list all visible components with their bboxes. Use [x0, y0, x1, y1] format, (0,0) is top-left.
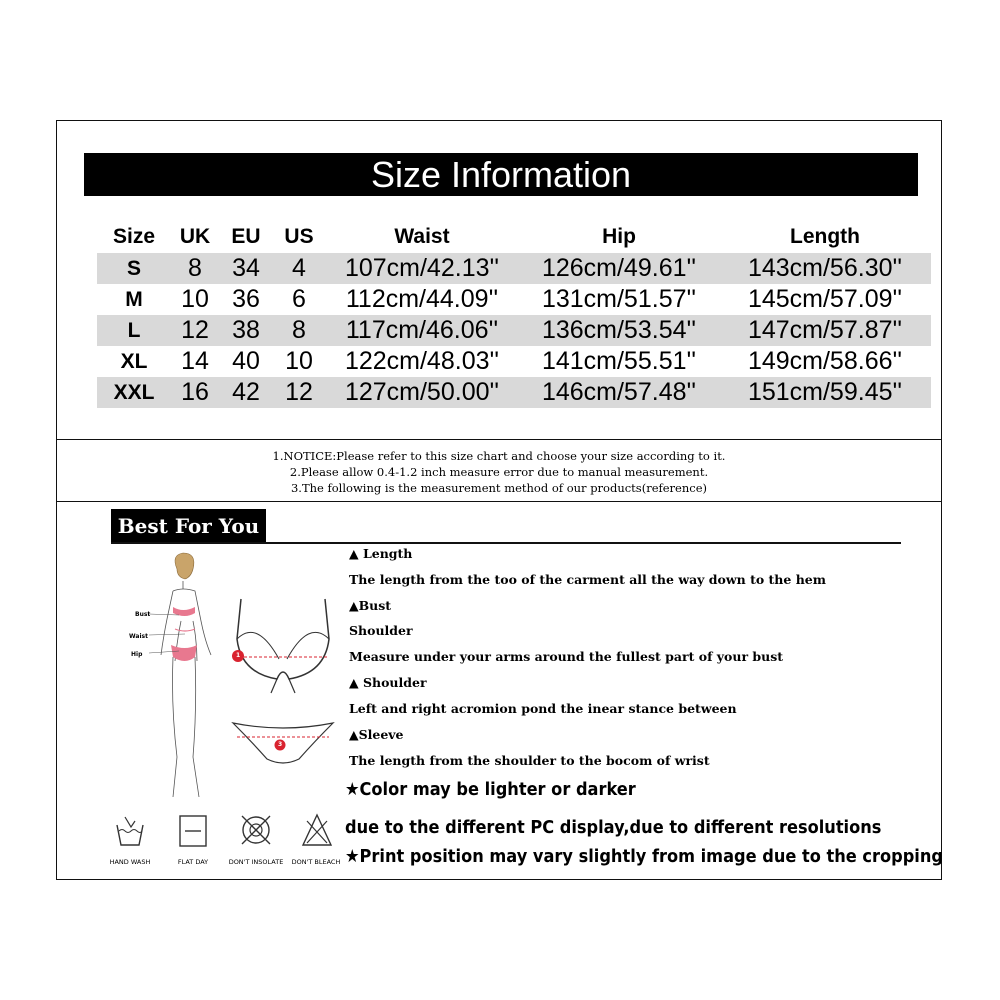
- cell-eu: 38: [219, 315, 273, 346]
- cell-hip: 126cm/49.61'': [519, 253, 719, 284]
- cell-waist: 127cm/50.00'': [325, 377, 519, 408]
- cell-size: L: [97, 315, 171, 346]
- notice-line: 3.The following is the measurement method of our products(reference): [290, 481, 708, 495]
- woman-figure-illustration: [137, 551, 227, 801]
- table-row: [97, 377, 931, 408]
- notice-block: [57, 448, 941, 496]
- heading-underline: [111, 542, 901, 544]
- size-chart-frame: [56, 120, 942, 880]
- sleeve-description: The length from the shoulder to the bocom of wrist: [349, 753, 710, 768]
- cell-uk: 14: [181, 347, 209, 375]
- cell-length: 143cm/56.30'': [719, 253, 931, 284]
- cell-waist: 107cm/42.13'': [325, 253, 519, 284]
- table-row: [97, 346, 931, 377]
- marker-1-label: 1: [236, 652, 241, 659]
- cell-hip: 146cm/57.48'': [519, 377, 719, 408]
- cell-us: 12: [273, 377, 325, 408]
- cell-hip: 136cm/53.54'': [519, 315, 719, 346]
- best-for-you-heading: Best For You: [111, 509, 266, 543]
- care-label: FLAT DAY: [177, 858, 209, 866]
- shoulder-description: Left and right acromion pond the inear stance between: [349, 701, 737, 716]
- shoulder-subheading: Shoulder: [349, 623, 413, 638]
- table-row: [97, 253, 931, 284]
- divider: [57, 501, 941, 502]
- cell-eu: 42: [219, 377, 273, 408]
- cell-size: XL: [120, 350, 148, 373]
- print-note: ★Print position may vary slightly from image due to the cropping: [345, 846, 943, 867]
- waist-label: Waist: [129, 633, 148, 640]
- col-header-us: US: [284, 224, 314, 248]
- cell-waist: 117cm/46.06'': [325, 315, 519, 346]
- table-header-row: [97, 219, 931, 253]
- notice-line: 1.NOTICE:Please refer to this size chart and choose your size according to it.: [272, 449, 726, 463]
- cell-size: S: [97, 253, 171, 284]
- table-row: [97, 315, 931, 346]
- bust-heading: ▲Bust: [349, 598, 392, 613]
- col-header-length: Length: [790, 224, 860, 248]
- cell-size: M: [125, 288, 143, 311]
- cell-hip: 141cm/55.51'': [541, 347, 697, 375]
- bust-label: Bust: [135, 611, 151, 618]
- cell-eu: 34: [219, 253, 273, 284]
- cell-waist: 112cm/44.09'': [345, 285, 499, 313]
- cell-uk: 10: [181, 285, 209, 313]
- cell-us: 4: [273, 253, 325, 284]
- cell-uk: 8: [171, 253, 219, 284]
- cell-waist: 122cm/48.03'': [344, 347, 500, 375]
- cell-us: 10: [285, 347, 313, 375]
- cell-uk: 12: [171, 315, 219, 346]
- col-header-size: Size: [112, 224, 156, 248]
- dont-bleach-icon: [301, 813, 333, 847]
- flat-dry-icon: [179, 815, 207, 847]
- dont-insolate-icon: [239, 813, 273, 847]
- cell-length: 149cm/58.66'': [747, 347, 903, 375]
- col-header-eu: EU: [231, 224, 261, 248]
- size-table: [97, 219, 931, 408]
- marker-3-label: 3: [278, 741, 283, 748]
- cell-size: XXL: [97, 377, 171, 408]
- cell-us: 6: [292, 285, 306, 313]
- divider: [57, 439, 941, 440]
- cell-hip: 131cm/51.57'': [541, 285, 697, 313]
- cell-eu: 36: [232, 285, 260, 313]
- notice-line: 2.Please allow 0.4-1.2 inch measure error due to manual measurement.: [289, 465, 709, 479]
- care-label: HAND WASH: [109, 858, 151, 866]
- col-header-uk: UK: [179, 224, 211, 248]
- cell-uk: 16: [171, 377, 219, 408]
- cell-us: 8: [273, 315, 325, 346]
- table-row: [97, 284, 931, 315]
- length-heading: ▲ Length: [349, 546, 413, 561]
- cell-length: 147cm/57.87'': [719, 315, 931, 346]
- cell-eu: 40: [232, 347, 260, 375]
- cell-length: 151cm/59.45'': [719, 377, 931, 408]
- display-note: due to the different PC display,due to different resolutions: [345, 817, 882, 838]
- shoulder-heading: ▲ Shoulder: [349, 675, 427, 690]
- sleeve-heading: ▲Sleeve: [349, 727, 404, 742]
- label-pointer-lines: [149, 609, 189, 659]
- care-label: DON'T BLEACH: [291, 858, 341, 866]
- col-header-hip: Hip: [602, 224, 636, 248]
- page-title: Size Information: [84, 153, 918, 196]
- hand-wash-icon: [115, 813, 145, 847]
- col-header-waist: Waist: [394, 224, 450, 248]
- care-label: DON'T INSOLATE: [228, 858, 284, 866]
- cell-length: 145cm/57.09'': [747, 285, 903, 313]
- hip-label: Hip: [131, 651, 143, 658]
- bust-description: Measure under your arms around the fullest part of your bust: [349, 649, 784, 664]
- color-note: ★Color may be lighter or darker: [345, 779, 636, 800]
- length-description: The length from the too of the carment all the way down to the hem: [349, 572, 826, 587]
